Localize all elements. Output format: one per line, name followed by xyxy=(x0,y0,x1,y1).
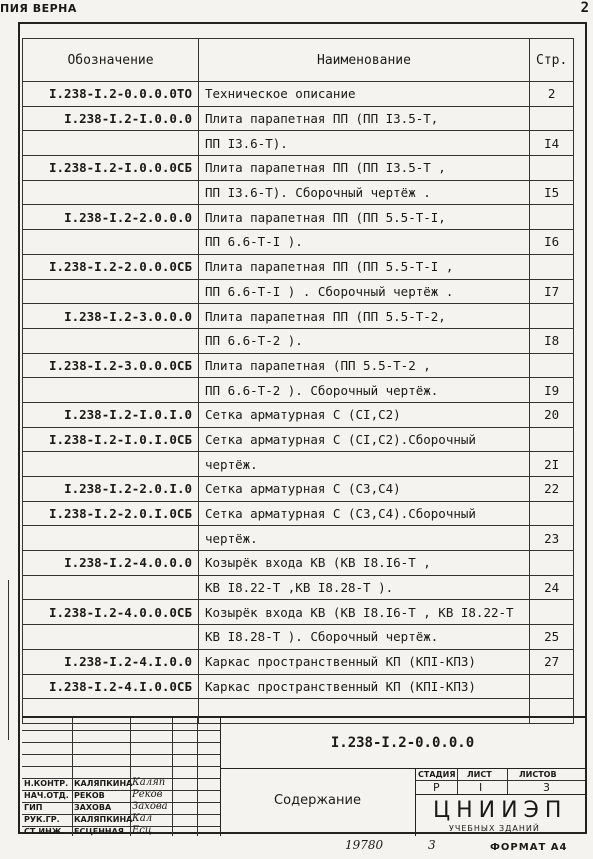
document-name: Содержание xyxy=(220,768,416,836)
name-cell: Каркас пространственный КП (КПI-КП3) xyxy=(199,674,530,699)
designation-cell xyxy=(23,526,199,551)
table-row xyxy=(23,427,574,452)
signature-row xyxy=(22,779,220,790)
designation-header: Обозначение xyxy=(23,39,199,82)
table-row xyxy=(23,254,574,279)
name-cell: Козырёк входа КВ (КВ I8.I6-Т , КВ I8.22-Т xyxy=(199,600,530,625)
signature-name: ЕСЦЕННАЯ xyxy=(74,827,124,836)
table-row xyxy=(23,304,574,329)
copy-number: 3 xyxy=(428,838,436,852)
page-cell: I4 xyxy=(530,131,574,156)
signature-row xyxy=(22,803,220,814)
name-cell: Каркас пространственный КП (КПI-КП3) xyxy=(199,649,530,674)
signature-role: ГИП xyxy=(24,803,43,812)
name-cell: ПП 6.6-Т-2 ). xyxy=(199,328,530,353)
page-cell: 27 xyxy=(530,649,574,674)
table-row xyxy=(23,477,574,502)
page-cell xyxy=(530,551,574,576)
designation-cell: I.238-I.2-3.0.0.0СБ xyxy=(23,353,199,378)
table-row xyxy=(23,279,574,304)
name-cell: ПП I3.6-Т). Сборочный чертёж . xyxy=(199,180,530,205)
inventory-number: 19780 xyxy=(345,838,384,852)
table-row xyxy=(23,452,574,477)
sheet-value: I xyxy=(479,781,483,794)
designation-cell: I.238-I.2-4.I.0.0 xyxy=(23,649,199,674)
table-row xyxy=(23,230,574,255)
signature-handwriting: Каляп xyxy=(132,777,166,788)
stage-value: Р xyxy=(433,781,440,794)
table-row xyxy=(23,353,574,378)
document-code: I.238-I.2-0.0.0.0 xyxy=(220,718,585,769)
page-cell xyxy=(530,304,574,329)
table-row xyxy=(23,600,574,625)
signature-role: Н.КОНТР. xyxy=(24,779,69,788)
stage-label: СТАДИЯ xyxy=(418,770,456,779)
name-cell: Плита парапетная ПП (ПП I3.5-Т, xyxy=(199,106,530,131)
page-cell xyxy=(530,205,574,230)
signature-role: СТ.ИНЖ. xyxy=(24,827,65,836)
page-cell xyxy=(530,674,574,699)
contents-table xyxy=(22,38,574,724)
designation-cell: I.238-I.2-4.0.0.0 xyxy=(23,551,199,576)
name-cell: ПП I3.6-Т). xyxy=(199,131,530,156)
name-cell: Плита парапетная ПП (ПП 5.5-Т-2, xyxy=(199,304,530,329)
page-cell: 22 xyxy=(530,477,574,502)
designation-cell: I.238-I.2-I.0.I.0СБ xyxy=(23,427,199,452)
page-cell: I6 xyxy=(530,230,574,255)
name-cell: ПП 6.6-Т-2 ). Сборочный чертёж. xyxy=(199,378,530,403)
table-row xyxy=(23,131,574,156)
name-cell: чертёж. xyxy=(199,526,530,551)
page-cell xyxy=(530,353,574,378)
name-cell: Плита парапетная ПП (ПП 5.5-Т-I , xyxy=(199,254,530,279)
designation-cell xyxy=(23,230,199,255)
table-header-row xyxy=(23,39,574,82)
page-header: Стр. xyxy=(530,39,574,82)
page-cell: 20 xyxy=(530,402,574,427)
name-cell: Козырёк входа КВ (КВ I8.I6-Т , xyxy=(199,551,530,576)
name-cell: Сетка арматурная С (С3,С4) xyxy=(199,477,530,502)
stage-block xyxy=(415,768,585,836)
name-cell: Плита парапетная (ПП 5.5-Т-2 , xyxy=(199,353,530,378)
name-cell: Плита парапетная ПП (ПП I3.5-Т , xyxy=(199,156,530,181)
designation-cell: I.238-I.2-2.0.I.0 xyxy=(23,477,199,502)
table-row xyxy=(23,180,574,205)
name-cell: Сетка арматурная С (СI,С2).Сборочный xyxy=(199,427,530,452)
table-row xyxy=(23,501,574,526)
table-row xyxy=(23,378,574,403)
table-row xyxy=(23,205,574,230)
designation-cell: I.238-I.2-4.I.0.0СБ xyxy=(23,674,199,699)
signature-name: РЕКОВ xyxy=(74,791,105,800)
designation-cell: I.238-I.2-2.0.0.0СБ xyxy=(23,254,199,279)
designation-cell xyxy=(23,625,199,650)
designation-cell: I.238-I.2-I.0.0.0 xyxy=(23,106,199,131)
signature-handwriting: Есц xyxy=(132,825,152,836)
designation-cell: I.238-I.2-3.0.0.0 xyxy=(23,304,199,329)
page-cell xyxy=(530,156,574,181)
page-cell: 23 xyxy=(530,526,574,551)
page-cell: 2 xyxy=(530,82,574,107)
organization-subtitle: УЧЕБНЫХ ЗДАНИЙ xyxy=(449,824,540,833)
table-row xyxy=(23,575,574,600)
page-cell xyxy=(530,501,574,526)
sheets-label: ЛИСТОВ xyxy=(519,770,557,779)
page-cell: 24 xyxy=(530,575,574,600)
name-cell: КВ I8.28-Т ). Сборочный чертёж. xyxy=(199,625,530,650)
page-cell xyxy=(530,600,574,625)
designation-cell: I.238-I.2-0.0.0.0ТО xyxy=(23,82,199,107)
table-row xyxy=(23,82,574,107)
name-cell: КВ I8.22-Т ,КВ I8.28-Т ). xyxy=(199,575,530,600)
signature-row xyxy=(22,791,220,802)
signature-handwriting: Кал xyxy=(132,813,153,824)
copy-note: ПИЯ ВЕРНА xyxy=(0,2,77,15)
signature-block xyxy=(22,718,221,836)
page-cell xyxy=(530,254,574,279)
table-row xyxy=(23,674,574,699)
table-row xyxy=(23,328,574,353)
signature-row xyxy=(22,815,220,826)
signature-role: РУК.ГР. xyxy=(24,815,60,824)
page-cell: I7 xyxy=(530,279,574,304)
signature-handwriting: Захова xyxy=(132,801,168,812)
name-cell: ПП 6.6-Т-I ) . Сборочный чертёж . xyxy=(199,279,530,304)
page-cell: I8 xyxy=(530,328,574,353)
page-cell: 2I xyxy=(530,452,574,477)
designation-cell xyxy=(23,452,199,477)
signature-name: ЗАХОВА xyxy=(74,803,112,812)
name-cell: Сетка арматурная С (С3,С4).Сборочный xyxy=(199,501,530,526)
designation-cell xyxy=(23,378,199,403)
designation-cell: I.238-I.2-I.0.I.0 xyxy=(23,402,199,427)
signature-row xyxy=(22,827,220,838)
title-block xyxy=(22,716,585,836)
table-row xyxy=(23,156,574,181)
name-cell: Техническое описание xyxy=(199,82,530,107)
page-cell: I5 xyxy=(530,180,574,205)
name-cell: Плита парапетная ПП (ПП 5.5-Т-I, xyxy=(199,205,530,230)
sheets-value: 3 xyxy=(543,781,550,794)
signature-handwriting: Реков xyxy=(132,789,163,800)
table-row xyxy=(23,106,574,131)
organization-logo: ЦНИИЭП xyxy=(433,798,568,823)
table-row xyxy=(23,551,574,576)
designation-cell: I.238-I.2-I.0.0.0СБ xyxy=(23,156,199,181)
designation-cell xyxy=(23,279,199,304)
designation-cell xyxy=(23,131,199,156)
signature-name: КАЛЯПКИНА xyxy=(74,815,133,824)
page-cell: I9 xyxy=(530,378,574,403)
sheet-label: ЛИСТ xyxy=(467,770,492,779)
table-row xyxy=(23,402,574,427)
left-binding-strip xyxy=(0,580,9,740)
table-row xyxy=(23,649,574,674)
name-cell: чертёж. xyxy=(199,452,530,477)
sheet-number: 2 xyxy=(580,0,589,16)
page-cell: 25 xyxy=(530,625,574,650)
signature-name: КАЛЯПКИНА xyxy=(74,779,133,788)
page-cell xyxy=(530,106,574,131)
table-row xyxy=(23,625,574,650)
format-label: ФОРМАТ А4 xyxy=(490,842,568,853)
designation-cell: I.238-I.2-4.0.0.0СБ xyxy=(23,600,199,625)
designation-cell: I.238-I.2-2.0.0.0 xyxy=(23,205,199,230)
designation-cell xyxy=(23,575,199,600)
name-header: Наименование xyxy=(199,39,530,82)
designation-cell: I.238-I.2-2.0.I.0СБ xyxy=(23,501,199,526)
designation-cell xyxy=(23,328,199,353)
name-cell: ПП 6.6-Т-I ). xyxy=(199,230,530,255)
page-cell xyxy=(530,427,574,452)
designation-cell xyxy=(23,180,199,205)
table-row xyxy=(23,526,574,551)
signature-role: НАЧ.ОТД. xyxy=(24,791,69,800)
name-cell: Сетка арматурная С (СI,С2) xyxy=(199,402,530,427)
